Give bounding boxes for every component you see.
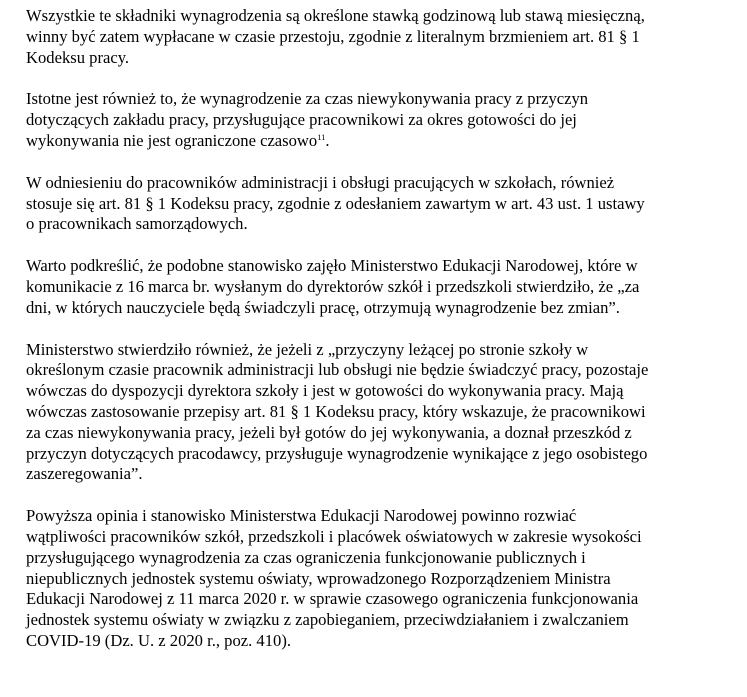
paragraph-1 <box>26 6 738 68</box>
paragraph-6 <box>26 506 738 652</box>
paragraph-2 <box>26 89 738 151</box>
text-segment: wykonywania nie jest ograniczone czasowo <box>26 130 318 150</box>
text-line: dni, w których nauczyciele będą świadczyli pracę, otrzymują wynagrodzenie bez zmian”. <box>26 297 620 317</box>
text-line: o pracownikach samorządowych. <box>26 214 248 234</box>
text-line: Wszystkie te składniki wynagrodzenia są określone stawką godzinową lub stawą miesięczną, <box>26 6 645 25</box>
text-line: dotyczących zakładu pracy, przysługujące pracownikowi za okres gotowości do jej <box>26 110 577 130</box>
text-line: niepublicznych jednostek systemu oświaty, wprowadzonego Rozporządzeniem Ministra <box>26 568 611 588</box>
text-line: zaszeregowania”. <box>26 464 143 484</box>
text-line: Warto podkreślić, że podobne stanowisko zajęło Ministerstwo Edukacji Narodowej, które w <box>26 256 638 276</box>
text-line: wówczas do dyspozycji dyrektora szkoły i jest w gotowości do wykonywania pracy. Mają <box>26 381 624 401</box>
document-body <box>26 6 738 673</box>
text-line: stosuje się art. 81 § 1 Kodeksu pracy, zgodnie z odesłaniem zawartym w art. 43 ust. 1 ustawy <box>26 193 645 213</box>
text-line: W odniesieniu do pracowników administracji i obsługi pracujących w szkołach, również <box>26 172 615 192</box>
text-segment: . <box>325 130 330 150</box>
text-line: wówczas zastosowanie przepisy art. 81 § 1 Kodeksu pracy, który wskazuje, że pracownikowi <box>26 401 646 421</box>
text-line: jednostek systemu oświaty w związku z zapobieganiem, przeciwdziałaniem i zwalczaniem <box>26 610 629 630</box>
paragraph-4 <box>26 256 738 318</box>
paragraph-5 <box>26 340 738 486</box>
text-line: COVID-19 (Dz. U. z 2020 r., poz. 410). <box>26 630 291 650</box>
text-line: Ministerstwo stwierdziło również, że jeżeli z „przyczyny leżącej po stronie szkoły w <box>26 339 589 359</box>
text-line: wątpliwości pracowników szkół, przedszkoli i placówek oświatowych w zakresie wysokości <box>26 526 642 546</box>
text-line: Istotne jest również to, że wynagrodzenie za czas niewykonywania pracy z przyczyn <box>26 89 589 109</box>
text-line: komunikacie z 16 marca br. wysłanym do dyrektorów szkół i przedszkoli stwierdziło, że „za <box>26 276 640 296</box>
text-line: za czas niewykonywania pracy, jeżeli był gotów do jej wykonywania, a doznał przeszkód z <box>26 422 632 442</box>
text-line: winny być zatem wypłacane w czasie przestoju, zgodnie z literalnym brzmieniem art. 81 § 1 <box>26 26 640 46</box>
text-line: określonym czasie pracownik administracji lub obsługi nie będzie świadczyć pracy, pozostaje <box>26 360 649 380</box>
text-line: przysługującego wynagrodzenia za czas ograniczenia funkcjonowanie publicznych i <box>26 547 586 567</box>
text-line: Kodeksu pracy. <box>26 47 130 67</box>
text-line <box>26 131 738 152</box>
text-line: przyczyn dotyczących pracodawcy, przysługuje wynagrodzenie wynikające z jego osobistego <box>26 443 648 463</box>
text-line: Powyższa opinia i stanowisko Ministerstwa Edukacji Narodowej powinno rozwiać <box>26 506 577 526</box>
paragraph-3 <box>26 173 738 235</box>
footnote-marker: 11 <box>317 131 326 142</box>
text-line: Edukacji Narodowej z 11 marca 2020 r. w sprawie czasowego ograniczenia funkcjonowania <box>26 589 639 609</box>
